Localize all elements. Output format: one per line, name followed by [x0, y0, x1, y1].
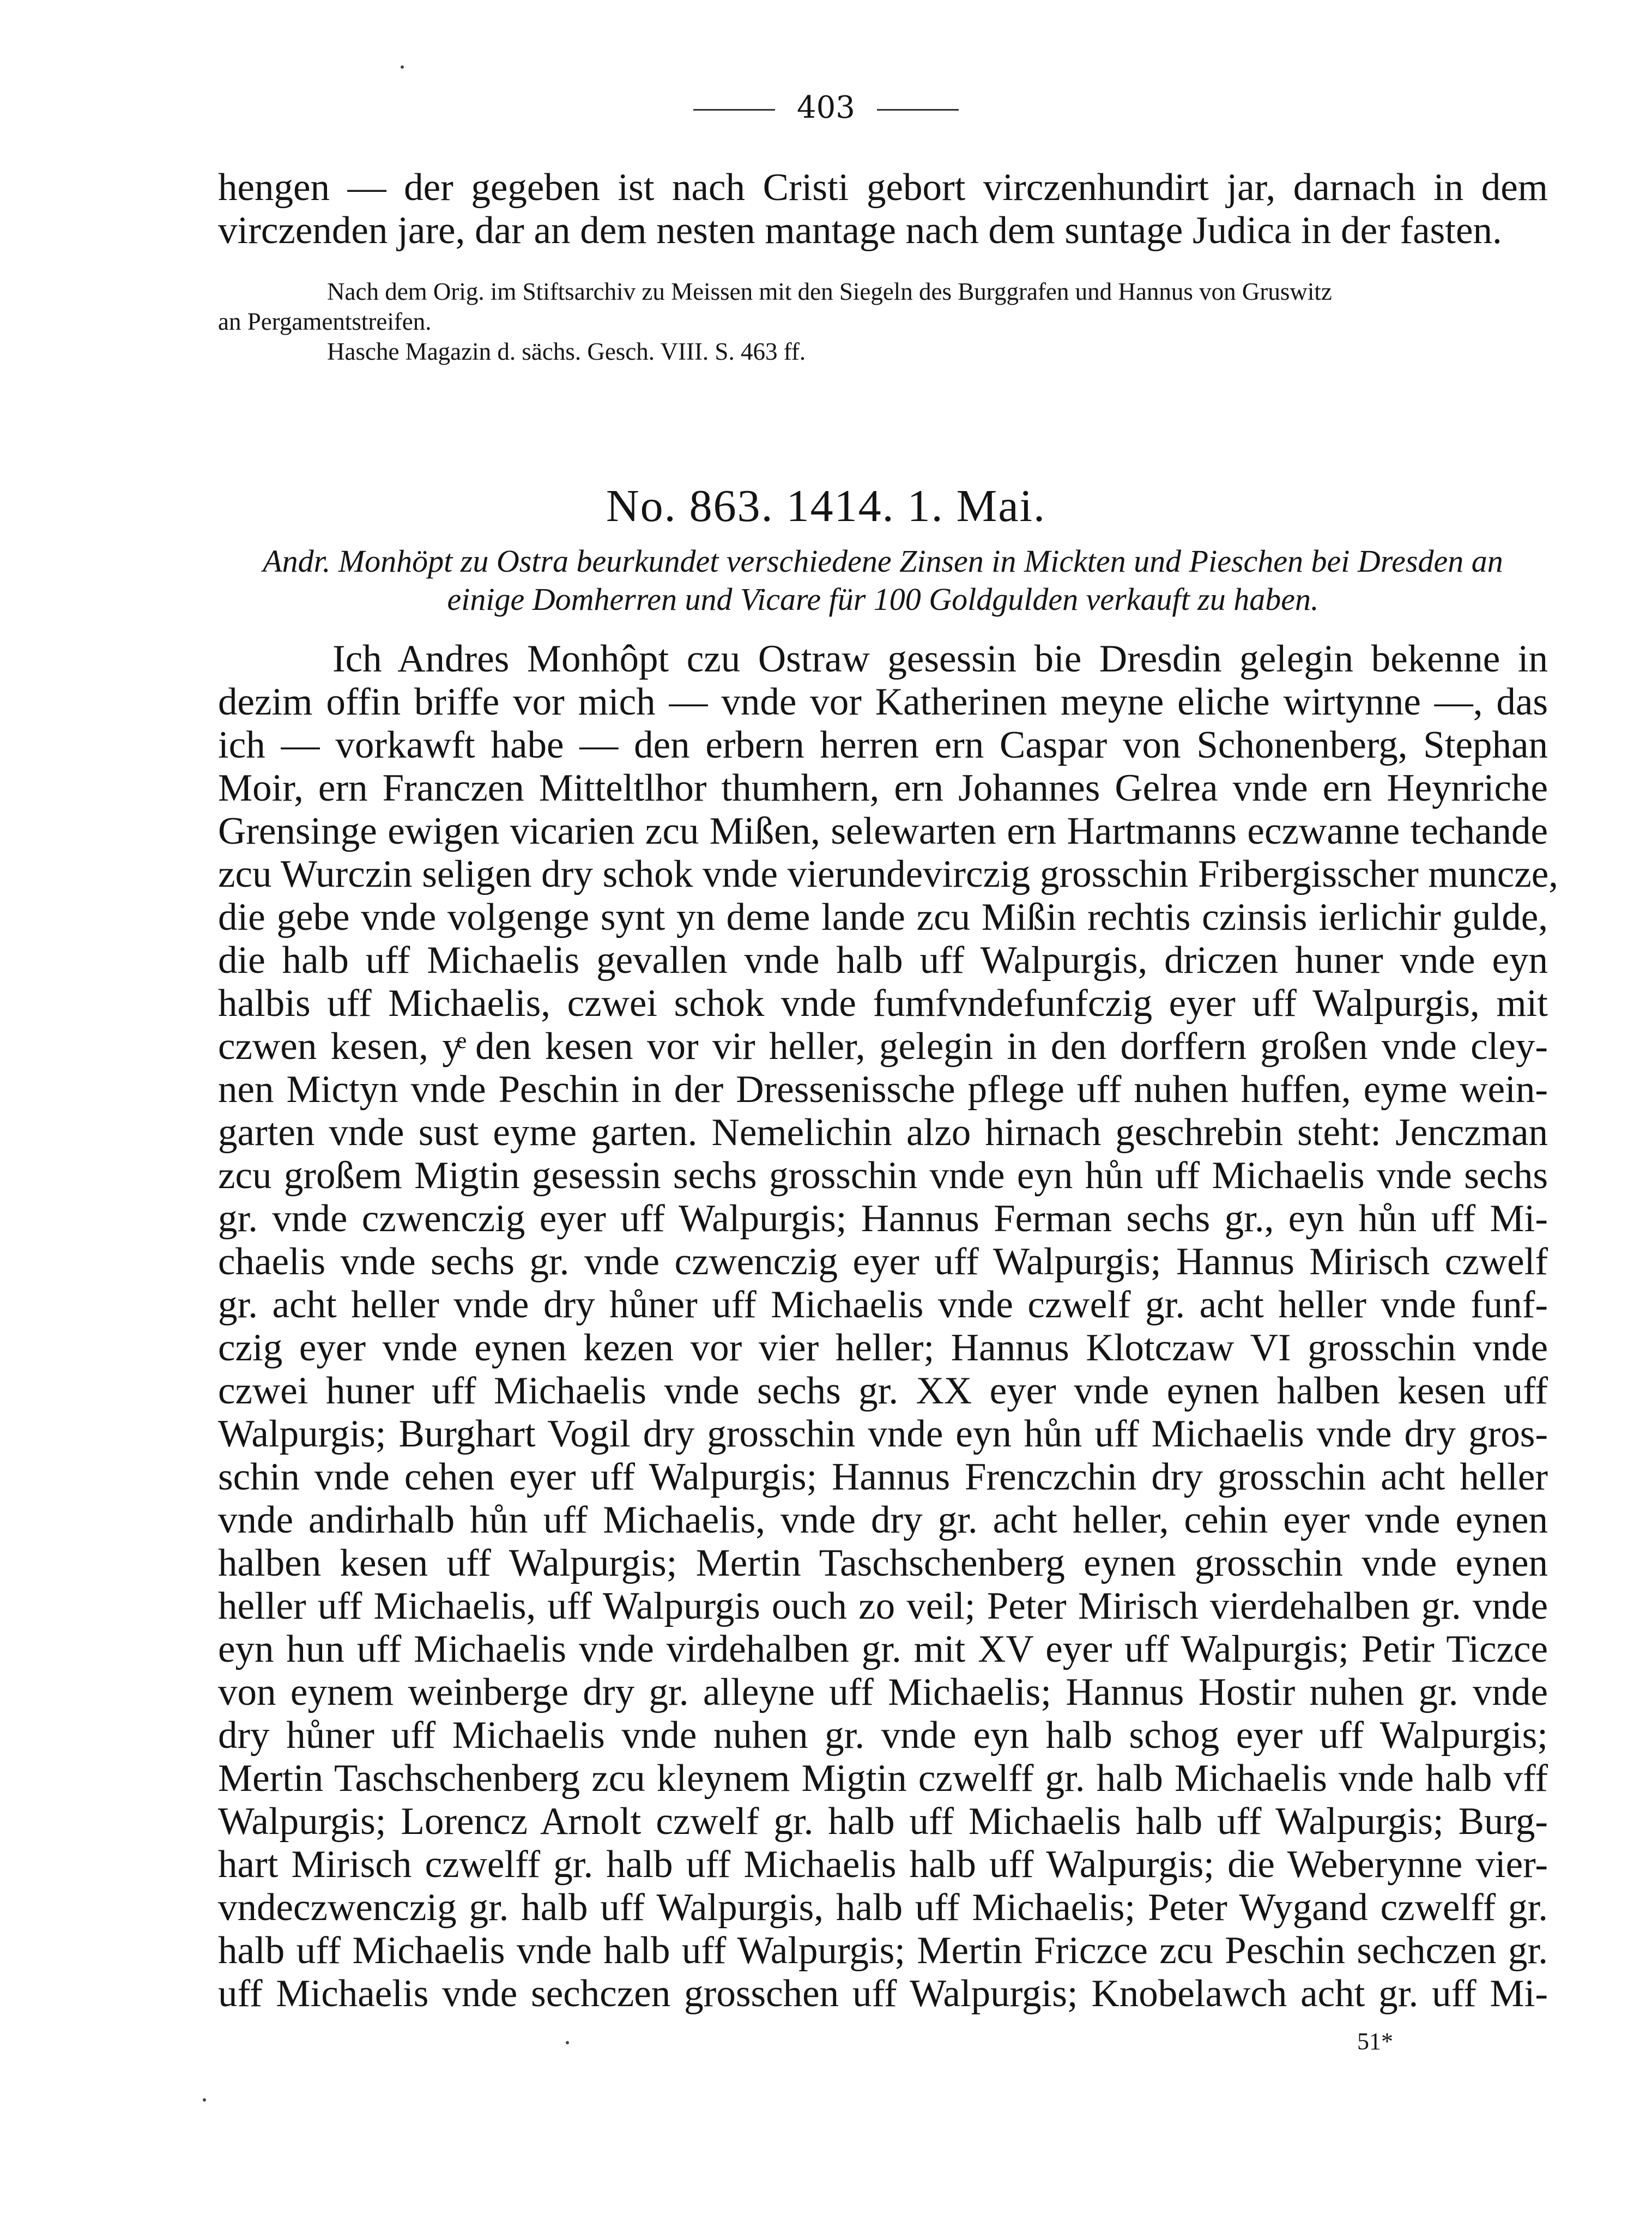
- continuation-text: [218, 166, 1548, 252]
- body-line: halbis uff Michaelis, czwei schok vnde fumfvndefunfczig eyer uff Walpurgis, mit: [218, 982, 1548, 1025]
- document-body: [218, 638, 1559, 2015]
- body-line: chaelis vnde sechs gr. vnde czwenczig eyer uff Walpurgis; Hannus Mirisch czwelf: [218, 1240, 1548, 1283]
- body-line: schin vnde cehen eyer uff Walpurgis; Hannus Frenczchin dry grosschin acht heller: [218, 1456, 1548, 1498]
- scan-speck: [401, 65, 404, 69]
- body-line: zcu Wurczin seligen dry schok vnde vierundevirczig grosschin Fribergisscher muncze,: [218, 853, 1559, 895]
- note-line: Hasche Magazin d. sächs. Gesch. VIII. S. 463 ff.: [327, 338, 806, 365]
- note-line: Nach dem Orig. im Stiftsarchiv zu Meissen mit den Siegeln des Burggrafen und Hannus von Gruswitz: [327, 278, 1332, 305]
- note-line: an Pergamentstreifen.: [218, 308, 432, 335]
- body-line: die halb uff Michaelis gevallen vnde halb uff Walpurgis, driczen huner vnde eyn: [218, 939, 1548, 982]
- page-header: [0, 90, 1652, 125]
- body-line: dry hůner uff Michaelis vnde nuhen gr. vnde eyn halb schog eyer uff Walpurgis;: [218, 1714, 1548, 1757]
- body-line: garten vnde sust eyme garten. Nemelichin alzo hirnach geschrebin steht: Jenczman: [218, 1111, 1548, 1154]
- body-line: zcu großem Migtin gesessin sechs grosschin vnde eyn hůn uff Michaelis vnde sechs: [218, 1154, 1548, 1197]
- body-line: Mertin Taschschenberg zcu kleynem Migtin czwelff gr. halb Michaelis vnde halb vff: [218, 1757, 1548, 1800]
- body-line: halb uff Michaelis vnde halb uff Walpurgis; Mertin Friczce zcu Peschin sechczen gr.: [218, 1929, 1548, 1972]
- body-line: Grensinge ewigen vicarien zcu Mißen, selewarten ern Hartmanns eczwanne techande: [218, 810, 1548, 852]
- body-line: die gebe vnde volgenge synt yn deme lande zcu Mißin rechtis czinsis ierlichir gulde,: [218, 896, 1548, 939]
- page-number: 403: [797, 90, 855, 125]
- header-rule-left: [693, 109, 775, 111]
- body-line: heller uff Michaelis, uff Walpurgis ouch zo veil; Peter Mirisch vierdehalben gr. vnde: [218, 1585, 1548, 1627]
- source-notes: [218, 277, 1548, 367]
- regest-line: einige Domherren und Vicare für 100 Goldgulden verkauft zu haben.: [447, 582, 1319, 617]
- scan-speck: [203, 2098, 206, 2102]
- body-line: Moir, ern Franczen Mitteltlhor thumhern, ern Johannes Gelrea vnde ern Heynriche: [218, 767, 1548, 809]
- regest-line: Andr. Monhöpt zu Ostra beurkundet verschiedene Zinsen in Mickten und Pieschen bei Dresden an: [263, 543, 1503, 579]
- body-line: halben kesen uff Walpurgis; Mertin Taschschenberg eynen grosschin vnde eynen: [218, 1542, 1548, 1584]
- body-line: vnde andirhalb hůn uff Michaelis, vnde dry gr. acht heller, cehin eyer vnde eynen: [218, 1499, 1548, 1541]
- body-line: hart Mirisch czwelff gr. halb uff Michaelis halb uff Walpurgis; die Weberynne vier-: [218, 1843, 1548, 1886]
- body-line: ich — vorkawft habe — den erbern herren ern Caspar von Schonenberg, Stephan: [218, 724, 1548, 766]
- document-title: No. 863. 1414. 1. Mai.: [606, 481, 1046, 531]
- body-line: czig eyer vnde eynen kezen vor vier heller; Hannus Klotczaw VI grosschin vnde: [218, 1327, 1548, 1369]
- body-line: czwei huner uff Michaelis vnde sechs gr. XX eyer vnde eynen halben kesen uff: [218, 1370, 1548, 1412]
- body-line: eyn hun uff Michaelis vnde virdehalben gr. mit XV eyer uff Walpurgis; Petir Ticzce: [218, 1628, 1548, 1670]
- scan-speck: [566, 2041, 569, 2044]
- body-line: vndeczwenczig gr. halb uff Walpurgis, halb uff Michaelis; Peter Wygand czwelff gr.: [218, 1886, 1548, 1929]
- body-line: von eynem weinberge dry gr. alleyne uff Michaelis; Hannus Hostir nuhen gr. vnde: [218, 1671, 1548, 1714]
- body-line: gr. vnde czwenczig eyer uff Walpurgis; Hannus Ferman sechs gr., eyn hůn uff Mi-: [218, 1197, 1548, 1240]
- body-line: dezim offin briffe vor mich — vnde vor Katherinen meyne eliche wirtynne —, das: [218, 681, 1548, 723]
- header-rule-right: [877, 109, 959, 111]
- continuation-line: hengen — der gegeben ist nach Cristi gebort virczenhundirt jar, darnach in dem: [218, 166, 1548, 209]
- body-line: Ich Andres Monhôpt czu Ostraw gesessin bie Dresdin gelegin bekenne in: [332, 638, 1548, 680]
- body-line: czwen kesen, yͤ den kesen vor vir heller, gelegin in den dorffern großen vnde cley-: [218, 1025, 1548, 1068]
- body-line: uff Michaelis vnde sechczen grosschen uff Walpurgis; Knobelawch acht gr. uff Mi-: [218, 1972, 1548, 2015]
- continuation-line: virczenden jare, dar an dem nesten mantage nach dem suntage Judica in der fasten.: [218, 209, 1502, 252]
- body-line: Walpurgis; Lorencz Arnolt czwelf gr. halb uff Michaelis halb uff Walpurgis; Burg-: [218, 1800, 1548, 1843]
- regest: [218, 542, 1548, 619]
- body-line: nen Mictyn vnde Peschin in der Dressenissche pflege uff nuhen huffen, eyme wein-: [218, 1068, 1548, 1111]
- body-line: gr. acht heller vnde dry hůner uff Michaelis vnde czwelf gr. acht heller vnde funf-: [218, 1283, 1548, 1326]
- body-line: Walpurgis; Burghart Vogil dry grosschin vnde eyn hůn uff Michaelis vnde dry gros-: [218, 1413, 1548, 1455]
- signature-mark: 51*: [1357, 2028, 1393, 2055]
